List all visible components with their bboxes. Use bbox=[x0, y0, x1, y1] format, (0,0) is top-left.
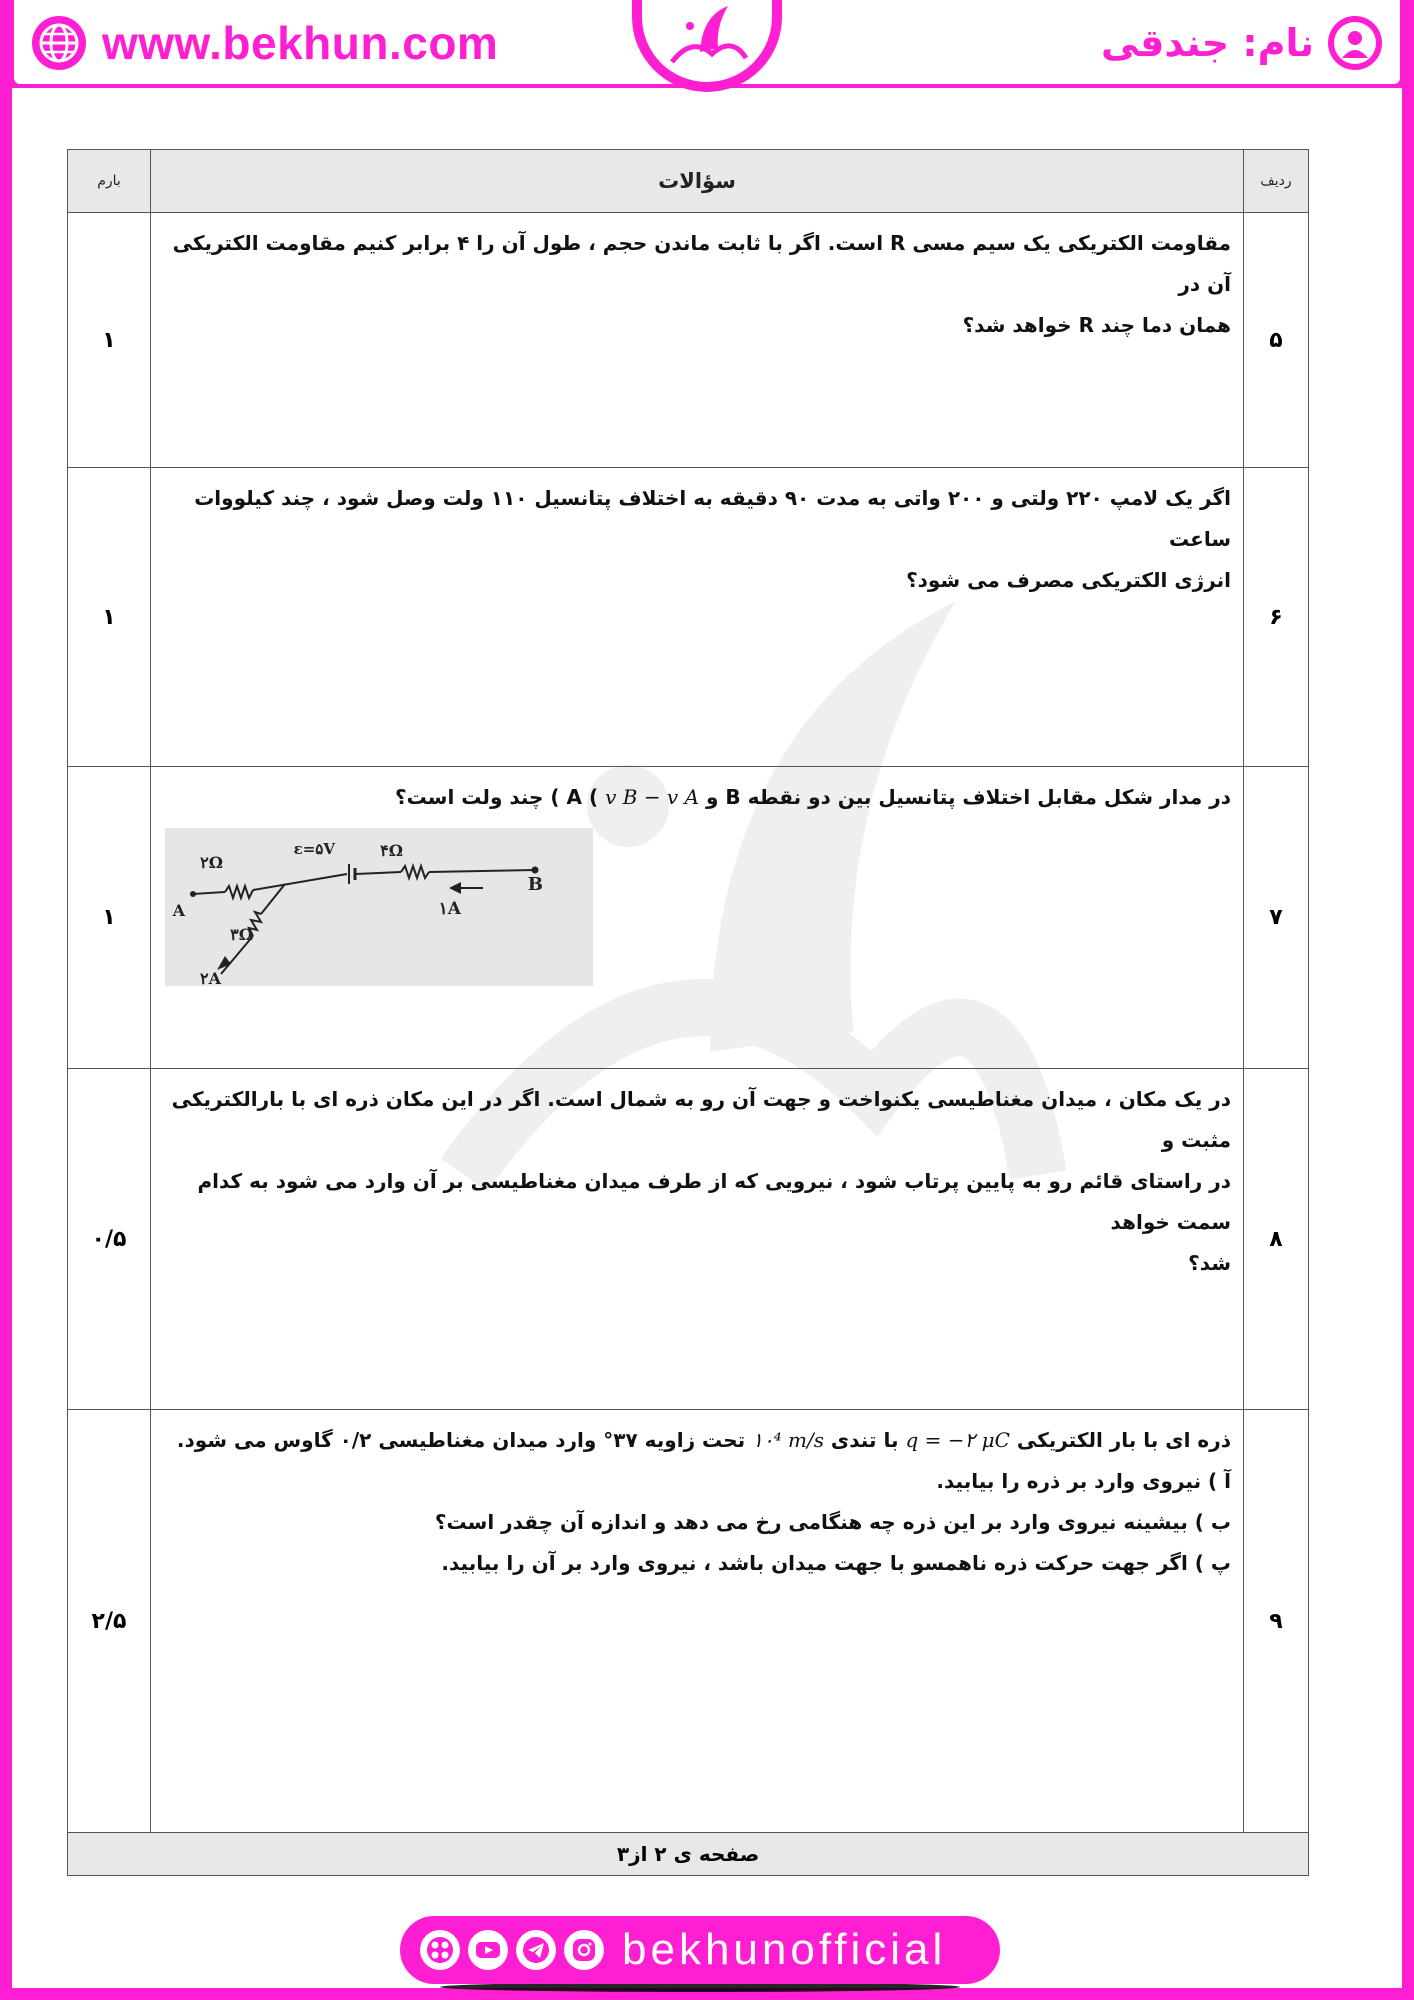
current-1-label: ۱A bbox=[438, 899, 461, 919]
row-number: ۷ bbox=[1244, 767, 1309, 1069]
score-value: ۱ bbox=[68, 213, 151, 468]
globe-icon bbox=[30, 14, 88, 72]
emf-label: ε=۵V bbox=[293, 840, 335, 858]
youtube-icon[interactable] bbox=[468, 1930, 508, 1970]
resistor-2-label: ۴Ω bbox=[380, 841, 403, 860]
score-value: ۱ bbox=[68, 468, 151, 767]
question-line: انرژی الکتریکی مصرف می شود؟ bbox=[906, 568, 1231, 592]
user-avatar-icon bbox=[1326, 14, 1384, 72]
table-row bbox=[68, 767, 1309, 1069]
table-row bbox=[68, 1069, 1309, 1410]
row-number: ۸ bbox=[1244, 1069, 1309, 1410]
point-a-label: A bbox=[172, 901, 185, 920]
site-url[interactable]: www.bekhun.com bbox=[102, 17, 499, 69]
question-line: شد؟ bbox=[1188, 1251, 1231, 1275]
score-value: ۲/۵ bbox=[68, 1410, 151, 1833]
question-segment: تحت زاویه ۳۷° وارد میدان مغناطیسی ۰/۲ گاوس می شود. bbox=[176, 1428, 746, 1452]
question-line bbox=[165, 777, 1231, 818]
question-text bbox=[151, 468, 1244, 767]
resistor-1-label: ۲Ω bbox=[200, 853, 223, 872]
row-number: ۵ bbox=[1244, 213, 1309, 468]
question-line: در راستای قائم رو به پایین پرتاب شود ، نیرویی که از طرف میدان مغناطیسی بر آن وارد می شود به کدام سمت خواهد bbox=[197, 1169, 1231, 1234]
question-text bbox=[151, 1069, 1244, 1410]
questions-table bbox=[67, 149, 1309, 1876]
question-text bbox=[151, 213, 1244, 468]
questions-column-header: سؤالات bbox=[151, 150, 1244, 213]
table-row bbox=[68, 1410, 1309, 1833]
question-line: همان دما چند R خواهد شد؟ bbox=[962, 313, 1231, 337]
table-row bbox=[68, 468, 1309, 767]
social-pill[interactable] bbox=[400, 1916, 1000, 1984]
score-value: ۰/۵ bbox=[68, 1069, 151, 1410]
student-name bbox=[1101, 14, 1384, 72]
book-logo-icon bbox=[642, 0, 772, 82]
question-segment: در مدار شکل مقابل اختلاف پتانسیل بین دو نقطه B و A ( bbox=[566, 785, 1231, 809]
question-segment: ) چند ولت است؟ bbox=[395, 785, 560, 809]
score-value: ۱ bbox=[68, 767, 151, 1069]
telegram-icon[interactable] bbox=[516, 1930, 556, 1970]
question-segment: با تندی bbox=[830, 1428, 899, 1452]
brand-logo bbox=[632, 0, 782, 92]
circuit-diagram bbox=[165, 828, 593, 986]
question-line: مقاومت الکتریکی یک سیم مسی R است. اگر با ثابت ماندن حجم ، طول آن را ۴ برابر کنیم مقاومت الکتریکی آن در bbox=[172, 231, 1231, 296]
page-number: صفحه ی ۲ از۳ bbox=[68, 1833, 1309, 1876]
potential-difference-formula: v B − v A bbox=[605, 785, 700, 809]
row-number: ۶ bbox=[1244, 468, 1309, 767]
question-line: آ ) نیروی وارد بر ذره را بیابید. bbox=[936, 1469, 1231, 1493]
site-link[interactable] bbox=[30, 14, 498, 72]
social-bar bbox=[380, 1906, 1020, 1988]
point-b-label: B bbox=[527, 874, 543, 895]
question-line: ب ) بیشینه نیروی وارد بر این ذره چه هنگامی رخ می دهد و اندازه آن چقدر است؟ bbox=[434, 1510, 1231, 1534]
question-line: اگر یک لامپ ۲۲۰ ولتی و ۲۰۰ واتی به مدت ۹۰ دقیقه به اختلاف پتانسیل ۱۱۰ ولت وصل شود ، چند کیلووات ساعت bbox=[194, 486, 1231, 551]
speed-formula: ۱۰⁴ m/s bbox=[752, 1428, 824, 1452]
question-line: پ ) اگر جهت حرکت ذره ناهمسو با جهت میدان باشد ، نیروی وارد بر آن را بیابید. bbox=[441, 1551, 1231, 1575]
question-line bbox=[165, 1420, 1231, 1461]
table-footer-row bbox=[68, 1833, 1309, 1876]
question-segment: ذره ای با بار الکتریکی bbox=[1016, 1428, 1231, 1452]
social-handle[interactable]: bekhunofficial bbox=[622, 1925, 947, 1974]
name-label: نام: جندقی bbox=[1101, 21, 1314, 65]
score-column-header: بارم bbox=[68, 150, 151, 213]
table-header-row bbox=[68, 150, 1309, 213]
question-text bbox=[151, 1410, 1244, 1833]
resistor-3-label: ۳Ω bbox=[230, 925, 253, 944]
instagram-icon[interactable] bbox=[564, 1930, 604, 1970]
question-text bbox=[151, 767, 1244, 1069]
current-2-label: ۲A bbox=[199, 969, 221, 986]
table-row bbox=[68, 213, 1309, 468]
charge-formula: q = −۲ μC bbox=[905, 1428, 1010, 1452]
row-column-header: ردیف bbox=[1244, 150, 1309, 213]
question-line: در یک مکان ، میدان مغناطیسی یکنواخت و جهت آن رو به شمال است. اگر در این مکان ذره ای با بارالکتریکی مثبت و bbox=[171, 1087, 1231, 1152]
row-number: ۹ bbox=[1244, 1410, 1309, 1833]
aparat-icon[interactable] bbox=[420, 1930, 460, 1970]
